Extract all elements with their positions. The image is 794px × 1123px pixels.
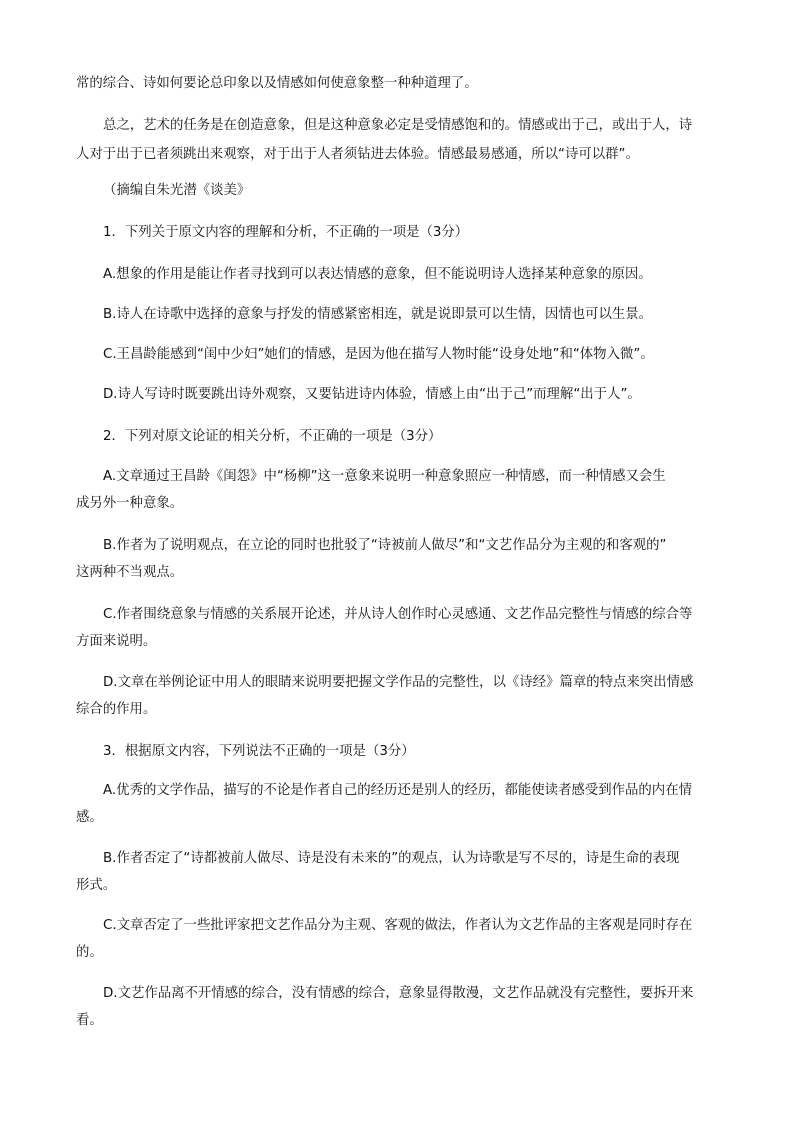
conclusion-paragraph-line-2: 人对于出于已者须跳出来观察，对于出于人者须钻进去体验。情感最易感通，所以“诗可以群”。 bbox=[76, 147, 639, 162]
question-2-option-d-line-2: 综合的作用。 bbox=[76, 702, 157, 717]
question-2-option-c-line-2: 方面来说明。 bbox=[76, 634, 157, 649]
question-2-option-a-line-2: 成另外一种意象。 bbox=[76, 496, 184, 511]
question-3-option-b-line-2: 形式。 bbox=[76, 878, 117, 893]
question-2-option-b-line-1: B.作者为了说明观点，在立论的同时也批驳了“诗被前人做尽”和“文艺作品分为主观的和客观的” bbox=[103, 538, 667, 553]
question-2-stem: 2．下列对原文论证的相关分析，不正确的一项是（3分） bbox=[103, 429, 442, 444]
question-3-option-a-line-2: 感。 bbox=[76, 810, 103, 825]
question-2-option-c-line-1: C.作者围绕意象与情感的关系展开论述，并从诗人创作时心灵感通、文艺作品完整性与情感的综合等 bbox=[103, 607, 693, 622]
question-1-stem: 1．下列关于原文内容的理解和分析，不正确的一项是（3分） bbox=[103, 225, 469, 240]
question-3-option-a-line-1: A.优秀的文学作品，描写的不论是作者自己的经历还是别人的经历，都能使读者感受到作品的内在情 bbox=[103, 783, 692, 798]
question-1-option-c: C.王昌龄能感到“闺中少妇”她们的情感，是因为他在描写人物时能“设身处地”和“体物入微”。 bbox=[103, 347, 654, 362]
question-3-option-c-line-2: 的。 bbox=[76, 945, 103, 960]
paragraph-continuation: 常的综合、诗如何要论总印象以及情感如何使意象整一种种道理了。 bbox=[76, 76, 478, 91]
question-1-option-b: B.诗人在诗歌中选择的意象与抒发的情感紧密相连，就是说即景可以生情，因情也可以生景。 bbox=[103, 307, 653, 322]
source-citation: （摘编自朱光潜《谈美》 bbox=[103, 183, 251, 198]
question-1-option-a: A.想象的作用是能让作者寻找到可以表达情感的意象，但不能说明诗人选择某种意象的原因。 bbox=[103, 267, 652, 282]
question-3-option-d-line-1: D.文艺作品离不开情感的综合，没有情感的综合，意象显得散漫，文艺作品就没有完整性，要拆开来 bbox=[103, 986, 694, 1001]
question-3-stem: 3．根据原文内容，下列说法不正确的一项是（3分） bbox=[103, 744, 415, 759]
question-2-option-a-line-1: A.文章通过王昌龄《闺怨》中“杨柳”这一意象来说明一种意象照应一种情感，而一种情感又会生 bbox=[103, 469, 666, 484]
question-3-option-b-line-1: B.作者否定了“诗都被前人做尽、诗是没有未来的”的观点，认为诗歌是写不尽的，诗是生命的表现 bbox=[103, 851, 680, 866]
conclusion-paragraph-line-1: 总之，艺术的任务是在创造意象，但是这种意象必定是受情感饱和的。情感或出于己，或出于人，诗 bbox=[103, 118, 693, 133]
question-1-option-d: D.诗人写诗时既要跳出诗外观察，又要钻进诗内体验，情感上由“出于己”而理解“出于人”。 bbox=[103, 387, 641, 402]
question-2-option-d-line-1: D.文章在举例论证中用人的眼睛来说明要把握文学作品的完整性，以《诗经》篇章的特点来突出情感 bbox=[103, 675, 694, 690]
question-3-option-d-line-2: 看。 bbox=[76, 1013, 103, 1028]
question-2-option-b-line-2: 这两种不当观点。 bbox=[76, 565, 184, 580]
question-3-option-c-line-1: C.文章否定了一些批评家把文艺作品分为主观、客观的做法，作者认为文艺作品的主客观是同时存在 bbox=[103, 918, 693, 933]
